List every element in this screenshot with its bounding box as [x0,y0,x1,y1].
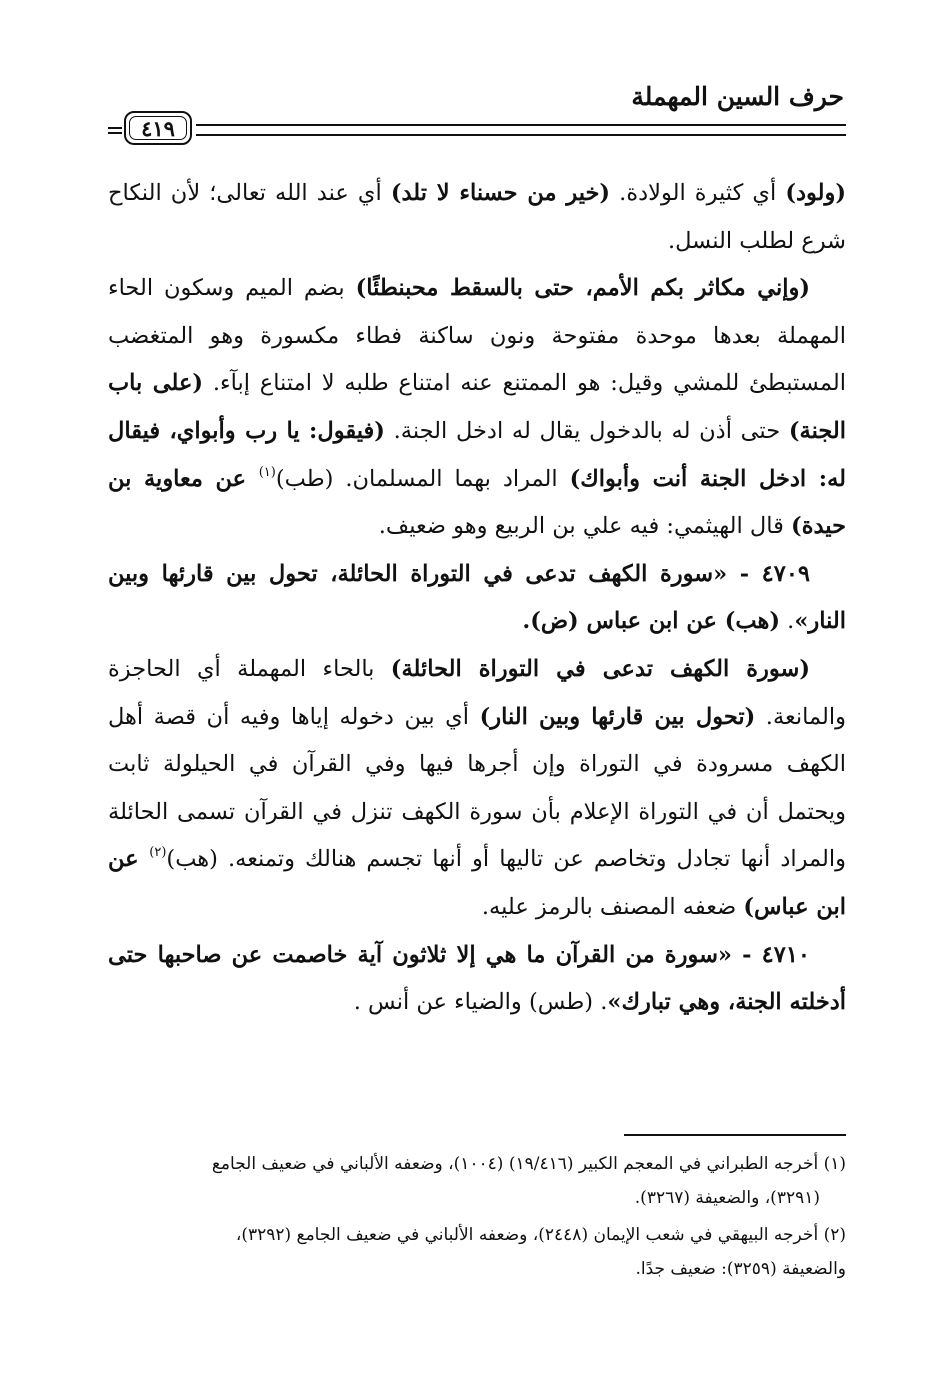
hadith-4709 [108,551,846,646]
bold-phrase: (على باب الجنة) [108,370,846,444]
bold-phrase: (تحول بين قارئها وبين النار) [479,703,756,730]
text-run: أي كثيرة الولادة. [610,180,786,206]
bold-phrase: (ولود) [785,180,846,206]
page-number [124,111,192,145]
footnote-2 [108,1219,846,1286]
footnote-line: (١) أخرجه الطبراني في المعجم الكبير (١٩/٤١٦) (١٠٠٤)، وضعفه الألباني في ضعيف الجامع [211,1154,846,1174]
bold-phrase: عن معاوية بن حيدة) [108,465,846,540]
text-run: أي عند الله تعالى؛ لأن النكاح شرع لطلب النسل. [108,180,846,254]
footnote-ref-2[interactable]: (٢) [149,845,167,861]
footnotes [108,1148,846,1290]
bold-phrase: (فيقول: يا رب وأبواي، فيقال له: ادخل الجنة أنت وأبواك) [108,417,846,492]
paragraph-4 [108,646,846,932]
text-run: أي بين دخوله إياها وفيه أن قصة أهل الكهف مسرودة في التوراة وإن أجرها فيها وفي القرآن في الحيلولة ثابت ويحتمل أن في التوراة الإعلام بأن سورة الكهف تنزل في القرآن تسمى الحائلة والمراد أنها تجادل وتخاصم عن تاليها أو أنها تجسم هنالك وتمنعه. (هب) [108,703,846,873]
footnote-line: (٢) أخرجه البيهقي في شعب الإيمان (٢٤٤٨)، وضعفه الألباني في ضعيف الجامع (٣٢٩٢)، [235,1225,846,1245]
footnote-separator [624,1134,846,1136]
header-double-rule [196,124,846,136]
paragraph-2 [108,265,846,551]
main-text [108,170,846,1027]
paragraph-1 [108,170,846,265]
footnote-line: والضعيفة (٣٢٥٩): ضعيف جدًا. [635,1258,846,1279]
bold-phrase: (سورة الكهف تدعى في التوراة الحائلة) [390,655,810,682]
text-run: . [780,608,795,635]
page-number-text: ٤١٩ [141,115,175,141]
header-rule-stub-bottom [108,132,122,134]
bold-phrase: عن ابن عباس) [108,846,846,920]
footnote-1 [108,1148,846,1215]
text-run: ضعفه المصنف بالرمز عليه. [481,893,744,920]
footnote-line: (٣٢٩١)، والضعيفة (٣٢٦٧). [634,1187,820,1208]
text-run: قال الهيثمي: فيه علي بن الربيع وهو ضعيف. [378,513,792,540]
text-run: بالحاء المهملة أي الحاجزة والمانعة. [108,655,846,730]
footnote-ref-1[interactable]: (١) [258,464,276,480]
text-run: حتى أذن له بالدخول يقال له ادخل الجنة. [384,417,789,444]
text-run: بضم الميم وسكون الحاء المهملة بعدها موحدة مفتوحة ونون ساكنة فطاء مكسورة وهو المتغضب المستبطئ للمشي وقيل: هو الممتنع عنه امتناع طلبه لا امتناع إبآء. [108,275,846,397]
hadith-source: (هب) عن ابن عباس (ض). [522,608,780,635]
header-rule-stub-top [108,127,122,129]
text-run: . (طس) والضياء عن أنس . [353,989,608,1016]
hadith-4710 [108,932,846,1027]
bold-phrase: (وإني مكاثر بكم الأمم، حتى بالسقط محبنطئًا) [355,275,811,302]
text-run: المراد بهما المسلمان. (طب) [275,465,570,492]
chapter-title: حرف السين المهملة [631,82,844,111]
hadith-text: ٤٧٠٩ - «سورة الكهف تدعى في التوراة الحائلة، تحول بين قارئها وبين النار» [108,560,846,635]
bold-phrase: (خير من حسناء لا تلد) [390,180,611,206]
hadith-text: ٤٧١٠ - «سورة من القرآن ما هي إلا ثلاثون آية خاصمت عن صاحبها حتى أدخلته الجنة، وهي تبارك» [108,941,846,1016]
